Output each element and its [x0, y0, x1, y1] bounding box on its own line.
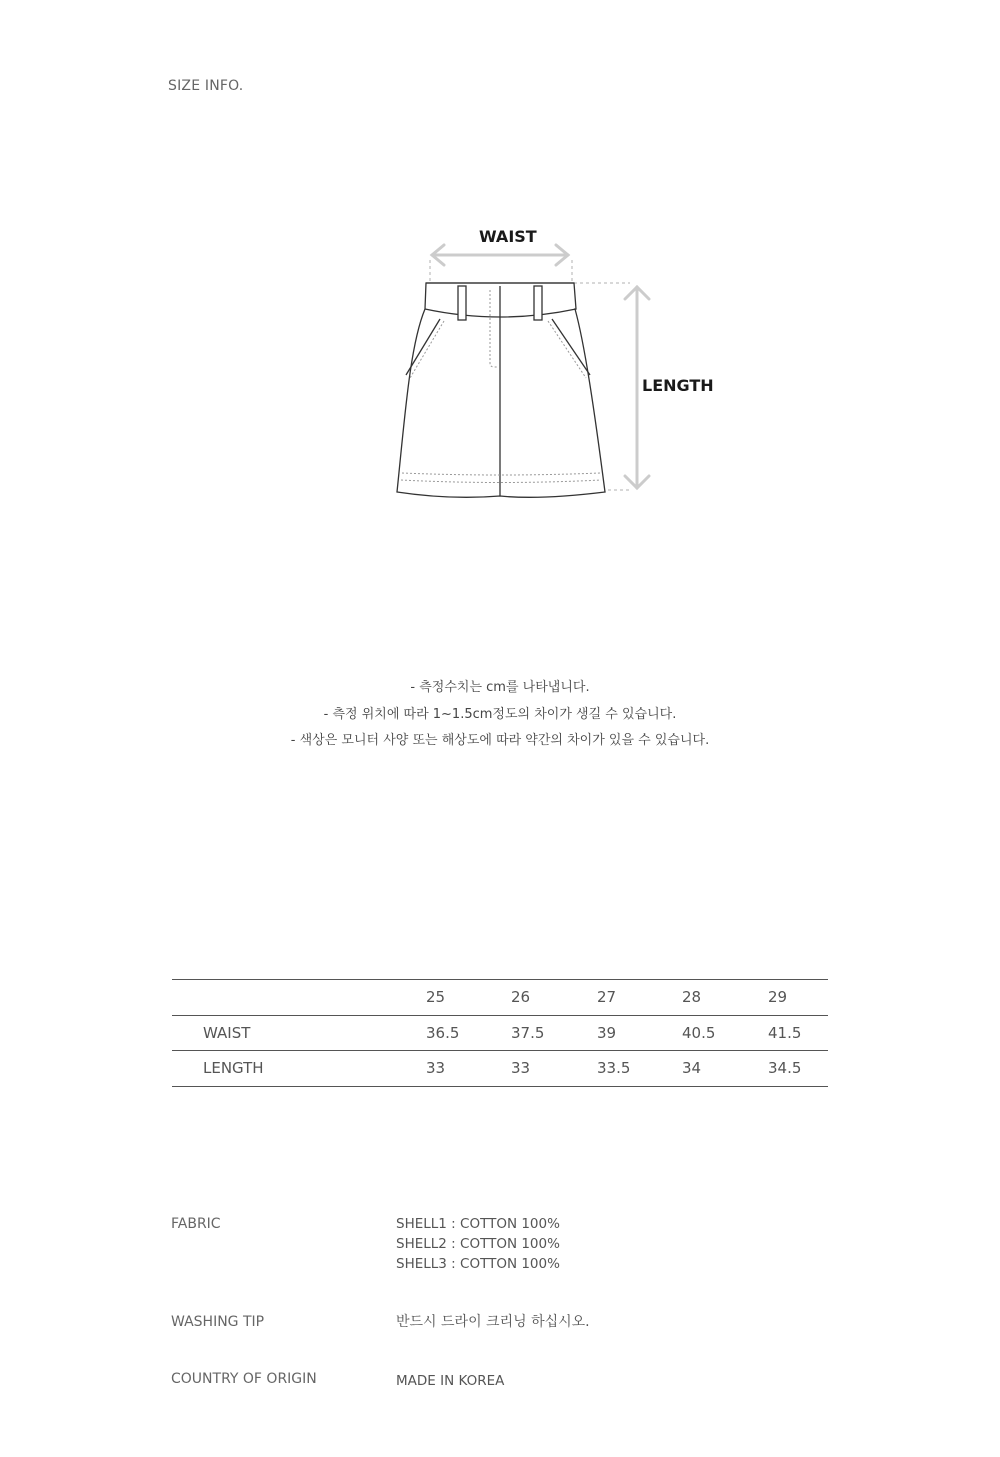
fabric-line: SHELL2 : COTTON 100%: [396, 1236, 560, 1252]
table-cell: 34.5: [768, 1059, 802, 1078]
size-header-row: [172, 980, 828, 1016]
size-info-title: SIZE INFO.: [168, 78, 244, 94]
country-of-origin-label: COUNTRY OF ORIGIN: [171, 1371, 317, 1387]
waist-arrow: [432, 245, 568, 265]
table-cell: 39: [597, 1023, 617, 1042]
table-cell: 33: [511, 1059, 531, 1078]
table-cell: 33.5: [597, 1059, 631, 1078]
length-label: LENGTH: [642, 376, 714, 395]
note-line: - 색상은 모니터 사양 또는 해상도에 따라 약간의 차이가 있을 수 있습니다.: [290, 733, 710, 748]
size-header-cell: 26: [511, 988, 531, 1007]
size-header-cell: 27: [597, 988, 617, 1007]
table-cell: 40.5: [682, 1023, 716, 1042]
skirt-outline: [397, 283, 605, 497]
size-table: [172, 979, 828, 1087]
table-cell: 33: [426, 1059, 446, 1078]
washing-tip-value: 반드시 드라이 크리닝 하십시오.: [396, 1314, 590, 1330]
fabric-line: SHELL3 : COTTON 100%: [396, 1256, 560, 1272]
size-header-cell: 29: [768, 988, 788, 1007]
waist-label: WAIST: [479, 227, 537, 246]
table-cell: 36.5: [426, 1023, 460, 1042]
skirt-measurement-diagram: [380, 215, 740, 515]
fabric-line: SHELL1 : COTTON 100%: [396, 1216, 560, 1232]
country-of-origin-value: MADE IN KOREA: [396, 1373, 505, 1389]
table-row-waist: [172, 1015, 828, 1051]
measurement-notes: [0, 675, 1000, 755]
table-cell: 37.5: [511, 1023, 545, 1042]
size-header-cell: 28: [682, 988, 702, 1007]
header-empty-cell: [172, 980, 426, 1016]
waist-guide-lines: [430, 260, 572, 285]
note-line: - 측정 위치에 따라 1~1.5cm정도의 차이가 생길 수 있습니다.: [323, 706, 677, 722]
row-label: LENGTH: [203, 1059, 264, 1078]
skirt-illustration: [380, 215, 740, 515]
washing-tip-label: WASHING TIP: [171, 1314, 265, 1330]
size-header-cell: 25: [426, 988, 446, 1007]
note-line: - 측정수치는 cm를 나타냅니다.: [410, 680, 590, 695]
fabric-label: FABRIC: [171, 1216, 221, 1232]
table-cell: 34: [682, 1059, 702, 1078]
table-cell: 41.5: [768, 1023, 802, 1042]
fabric-values: [396, 1214, 560, 1274]
row-label: WAIST: [203, 1023, 251, 1042]
table-row-length: [172, 1051, 828, 1087]
